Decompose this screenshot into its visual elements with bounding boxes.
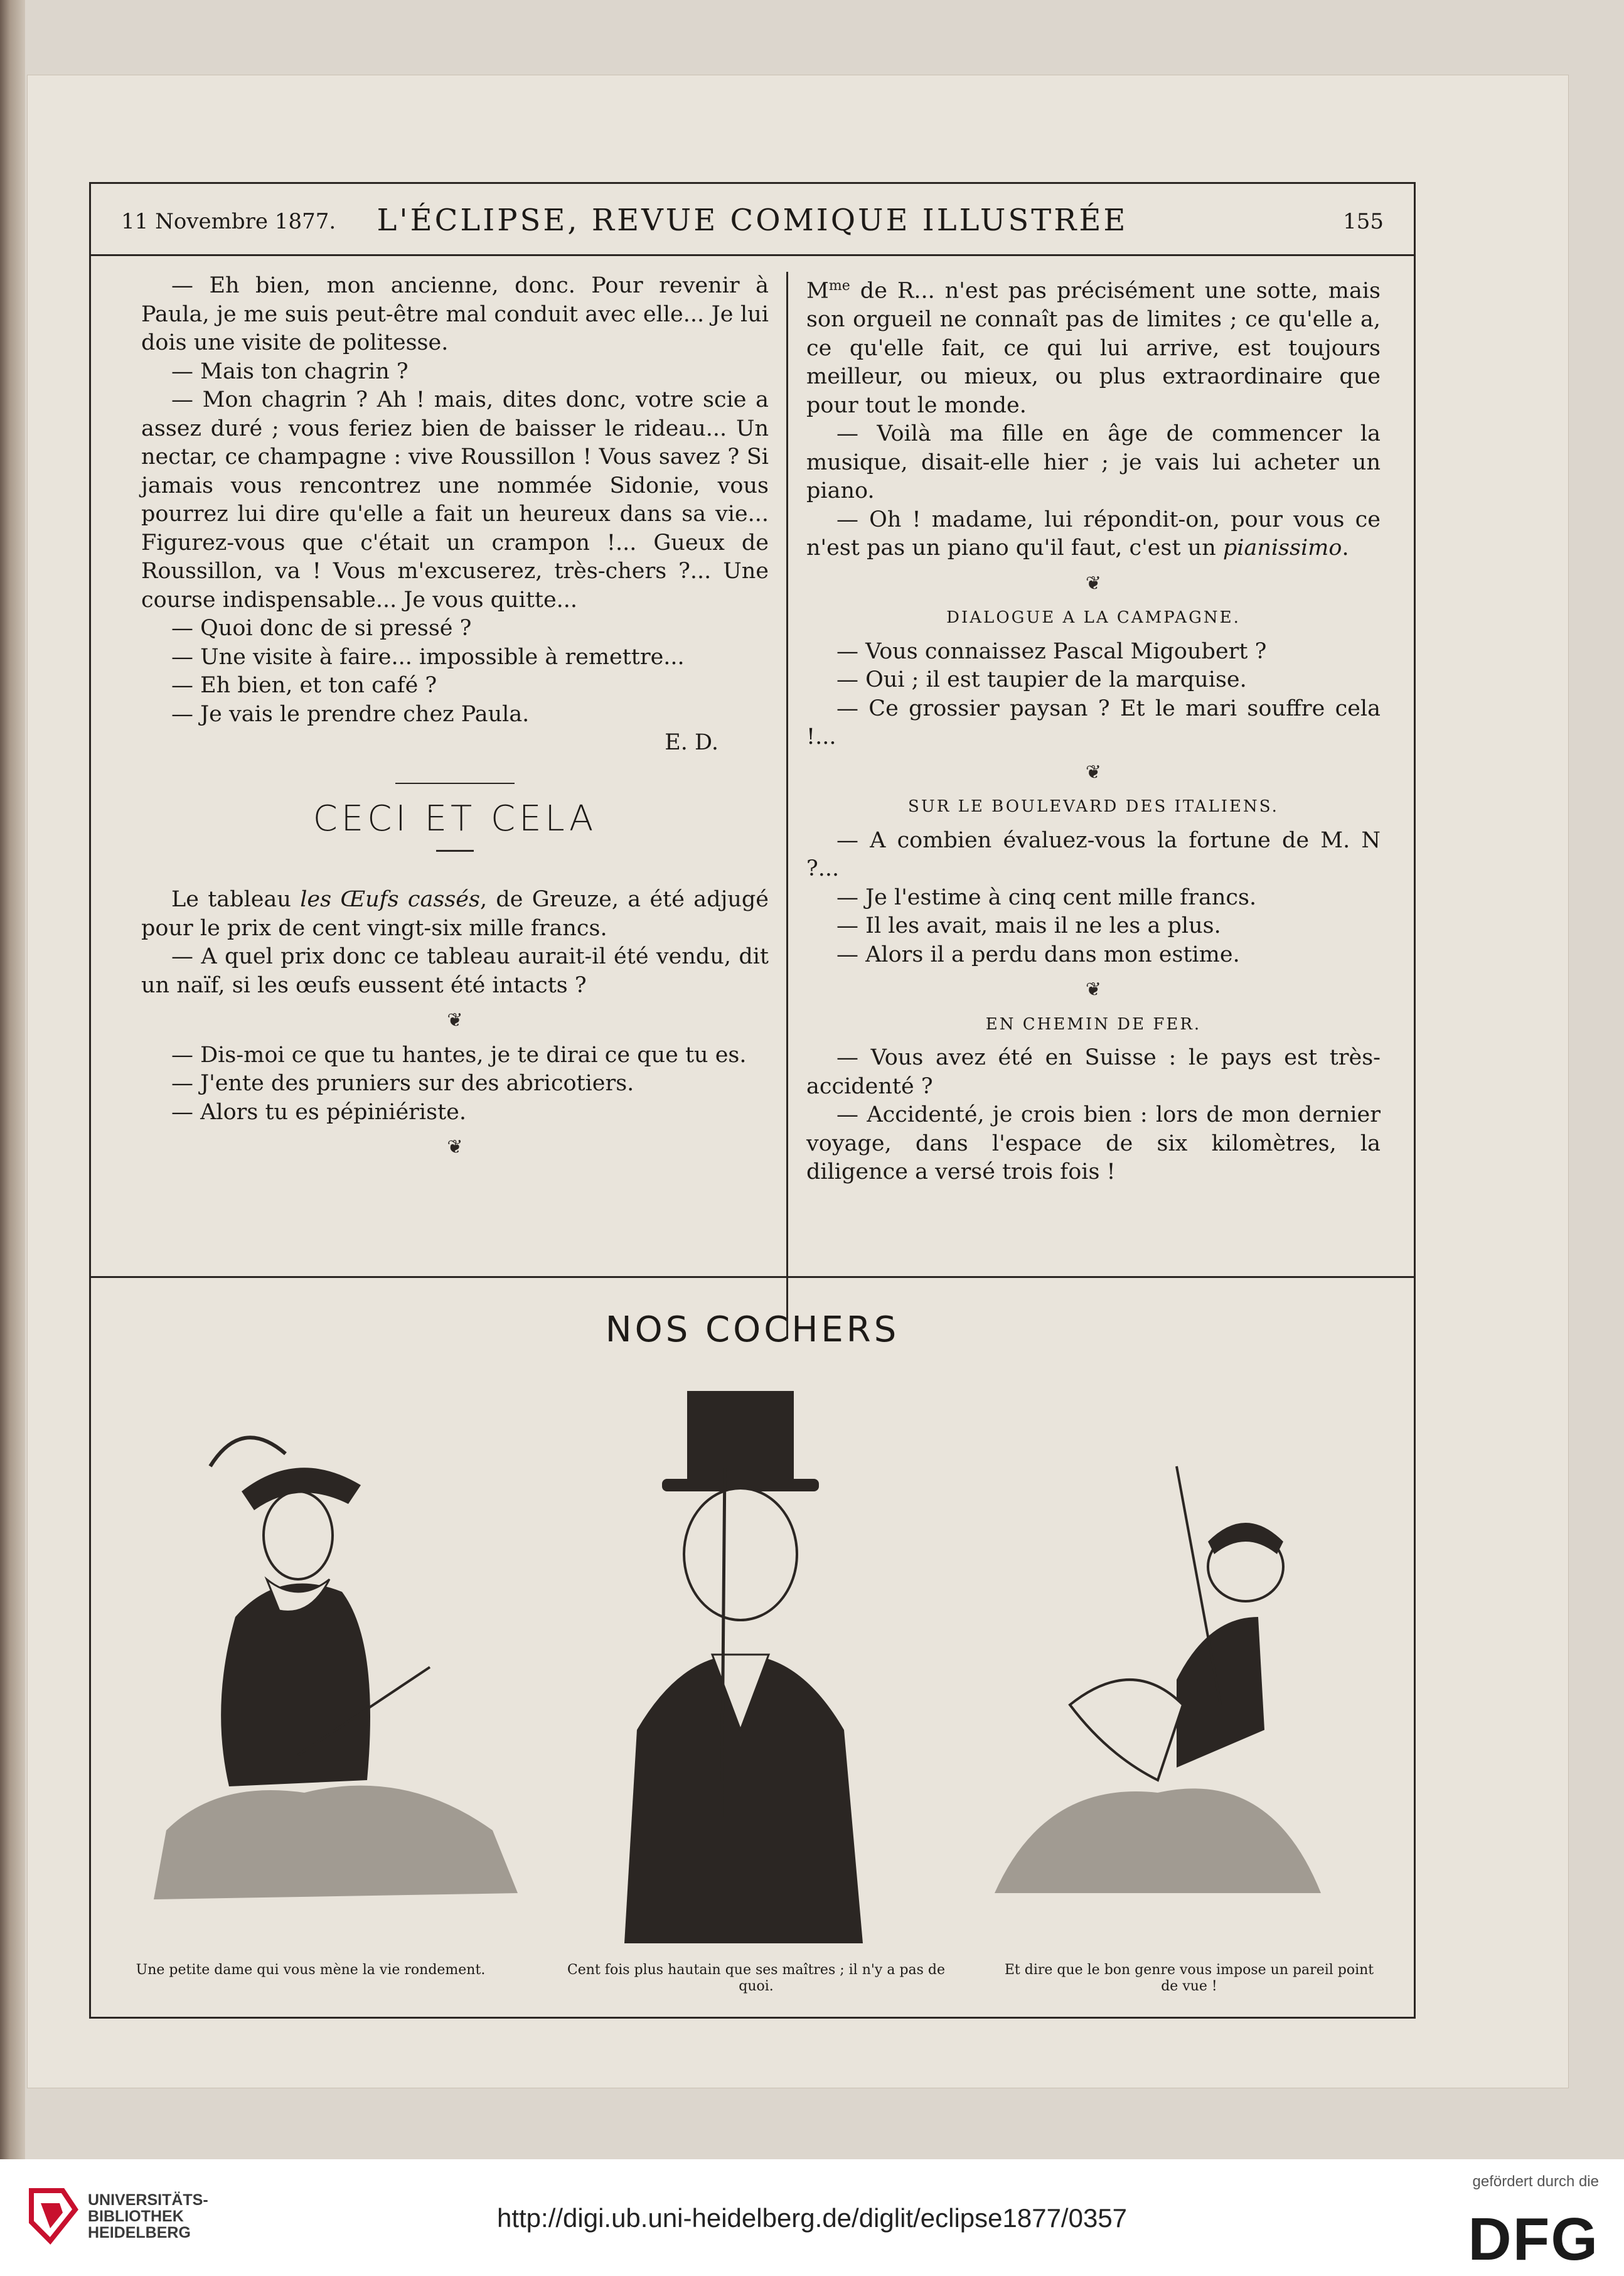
illustration-caption: Une petite dame qui vous mène la vie rondement. [136,1962,486,1978]
dfg-logo: DFG [1468,2206,1599,2273]
dialogue-line: — Ce grossier paysan ? Et le mari souffre cela !... [806,695,1381,750]
book-binding-edge [0,0,25,2159]
anecdote-paragraph: $M^{me}$ de R... n'est pas précisément une sotte, mais son orgueil ne connaît pas de limites ; ce qu'elle a, ce qu'elle fait, ce qui lui arrive, est toujours meilleur, ou mieux, ou plus extraordinaire que pour tout le monde. [806,278,1381,418]
page-url-link[interactable]: http://digi.ub.uni-heidelberg.de/diglit/eclipse1877/0357 [496,2203,1128,2233]
dialogue-line: — Mais ton chagrin ? [171,358,409,384]
dialogue-line: — Une visite à faire... impossible à remettre... [171,644,685,670]
dialogue-line: — J'ente des pruniers sur des abricotiers. [171,1071,634,1096]
lady-driver-illustration [141,1378,530,1943]
illustration-title: NOS COCHERS [605,1309,900,1350]
dialogue-line: — Je l'estime à cinq cent mille francs. [836,884,1257,910]
subheading: EN CHEMIN DE FER. [985,1014,1202,1034]
column-rule [786,272,788,1339]
page-number: 155 [1343,209,1384,234]
dialogue-line: — Oui ; il est taupier de la marquise. [836,667,1247,693]
jockey-driver-illustration [970,1378,1359,1943]
dialogue-line: — A combien évaluez-vous la fortune de M. N ?... [806,827,1381,882]
dialogue-line: — Oh ! madame, lui répondit-on, pour vous ce n'est pas un piano qu'il faut, c'est un pianissimo. [806,507,1381,561]
issue-date: 11 Novembre 1877. [121,209,336,234]
dialogue-line: — Je vais le prendre chez Paula. [171,701,530,727]
coachman-illustration [568,1378,944,1943]
dialogue-line: — Alors tu es pépiniériste. [171,1099,466,1125]
dialogue-line: — Accidenté, je crois bien : lors de mon dernier voyage, dans l'espace de six kilomètres, la diligence a versé trois fois ! [806,1102,1381,1185]
library-name: UNIVERSITÄTS- BIBLIOTHEK HEIDELBERG [88,2191,208,2241]
journal-title: L'ÉCLIPSE, REVUE COMIQUE ILLUSTRÉE [377,203,1128,238]
dialogue-line: — Vous connaissez Pascal Migoubert ? [836,638,1267,664]
right-column [806,272,1381,1187]
author-signature: E. D. [665,730,719,755]
subheading: DIALOGUE A LA CAMPAGNE. [946,608,1241,628]
dialogue-line: — Alors il a perdu dans mon estime. [836,942,1240,967]
dialogue-line: — Il les avait, mais il ne les a plus. [836,913,1221,939]
dialogue-line: — Voilà ma fille en âge de commencer la musique, disait-elle hier ; je vais lui acheter un piano. [806,421,1381,504]
newspaper-page [28,75,1568,2088]
section-separator [141,769,769,798]
anecdote-paragraph: — A quel prix donc ce tableau aurait-il été vendu, dit un naïf, si les œufs eussent été intacts ? [141,944,769,998]
ornament: ❦ [447,1136,463,1158]
dialogue-line: — Quoi donc de si pressé ? [171,616,472,641]
viewer-footer [0,2159,1624,2276]
illustration-caption: Et dire que le bon genre vous impose un pareil point de vue ! [1004,1962,1374,1994]
ornament: ❦ [1085,979,1102,1001]
funding-label: gefördert durch die [1472,2173,1599,2190]
dialogue-line: — Vous avez été en Suisse : le pays est très-accidenté ? [806,1045,1381,1099]
title-dash [141,836,769,865]
dialogue-line: — Eh bien, mon ancienne, donc. Pour revenir à Paula, je me suis peut-être mal conduit avec elle... Je lui dois une visite de politesse. [141,273,769,355]
page-header [91,184,1414,256]
illustration-caption: Cent fois plus hautain que ses maîtres ; il n'y a pas de quoi. [567,1962,946,1994]
dialogue-line: — Eh bien, et ton café ? [171,673,437,698]
dialogue-line: — Mon chagrin ? Ah ! mais, dites donc, votre scie a assez duré ; vous feriez bien de baisser le rideau... Un nectar, ce champagne : vive Roussillon ! Vous savez ? Si jamais vous rencontrez une nommée Sidonie, vous pourrez lui dire qu'elle a fait un heureux dans sa vie... Figurez-vous que c'était un crampon !... Gueux de Roussillon, va ! Vous m'excuserez, très-chers ?... Une course indispensable... Je vous quitte... [141,387,769,613]
ornament: ❦ [447,1009,463,1031]
ornament: ❦ [1085,572,1102,594]
left-column [141,272,769,1168]
section-title: CECI ET CELA [313,798,597,839]
ornament: ❦ [1085,761,1102,783]
illustration-block [91,1278,1414,2017]
subheading: SUR LE BOULEVARD DES ITALIENS. [908,797,1279,817]
page-frame [89,182,1416,2019]
dialogue-line: — Dis-moi ce que tu hantes, je te dirai ce que tu es. [171,1042,747,1068]
anecdote-paragraph: Le tableau les Œufs cassés, de Greuze, a été adjugé pour le prix de cent vingt-six mille francs. [141,887,769,941]
